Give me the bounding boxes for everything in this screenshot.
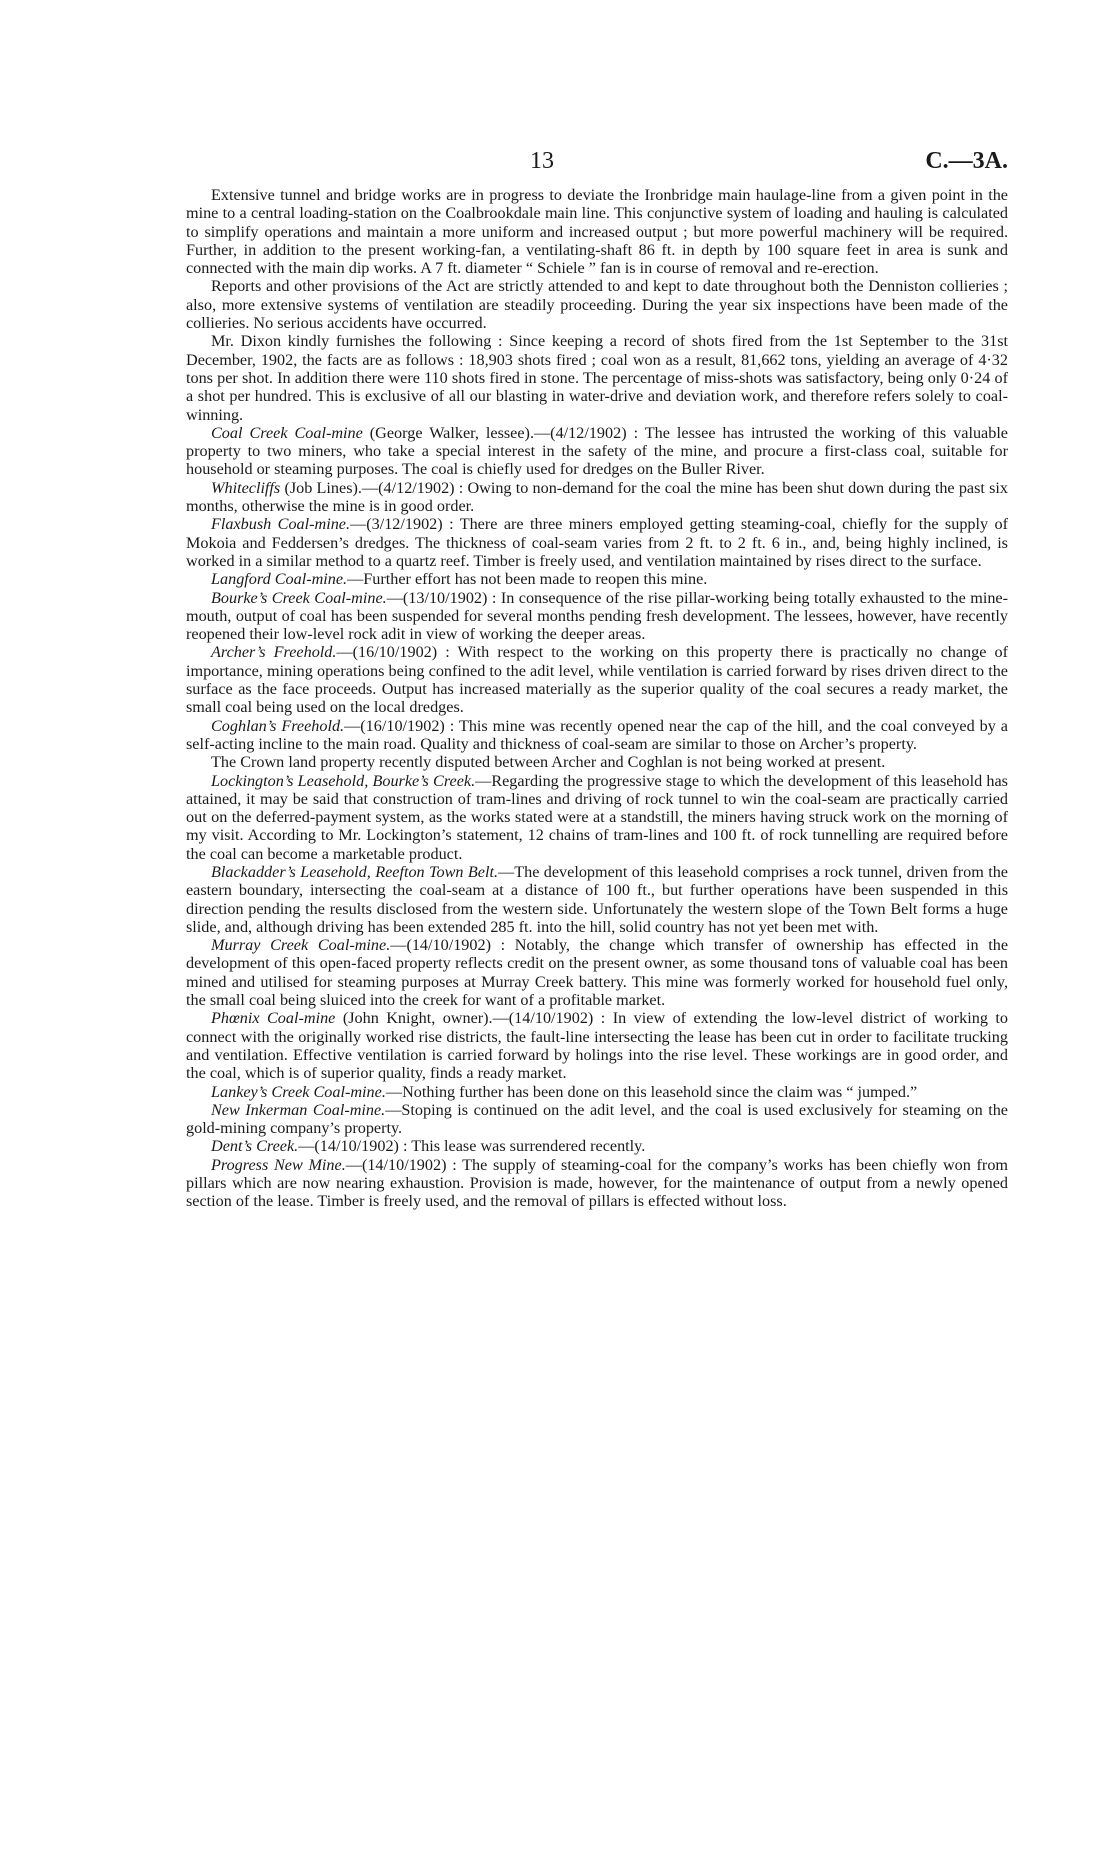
section-lead: Bourke’s Creek Coal-mine. [211, 588, 387, 607]
paragraph-langford: Langford Coal-mine.—Further effort has not been made to reopen this mine. [211, 570, 708, 589]
paragraph: Reports and other provisions of the Act are strictly attended to and kept to date throughout both the Denniston collieries ; also, more extensive systems of ventilation are steadily proceeding. During the year six inspections have been made of the collieries. No serious accidents have occurred. [186, 277, 1008, 333]
section-lead: Murray Creek Coal-mine. [211, 936, 391, 955]
section-lead: Flaxbush Coal-mine. [211, 515, 351, 534]
paragraph-flaxbush: Flaxbush Coal-mine.—(3/12/1902) : There are three miners employed getting steaming-coal, chiefly for the supply of Mokoia and Feddersen’s dredges. The thickness of coal-seam varies from 2 ft. to 2 ft. 6 in., and, being highly inclined, is worked in a similar method to a quartz reef. Timber is freely used, and ventilation maintained by rises direct to the surface. [186, 515, 1008, 570]
document-reference: C.—3A. [925, 148, 1008, 174]
page-number: 13 [530, 148, 554, 174]
section-lead: Lockington’s Leasehold, Bourke’s Creek. [211, 771, 476, 790]
paragraph-bourkes-creek: Bourke’s Creek Coal-mine.—(13/10/1902) : In consequence of the rise pillar-working being totally exhausted to the mine-mouth, output of coal has been suspended for several months pending fresh development. The lessees, however, have recently reopened their low-level rock adit in view of working the deeper areas. [186, 588, 1008, 644]
paragraph-archers-freehold: Archer’s Freehold.—(16/10/1902) : With respect to the working on this property there is practically no change of importance, mining operations being confined to the adit level, while ventilation is carried forward by rises driven direct to the surface as the face proceeds. Output has increased materially as the superior quality of the coal secures a ready market, the small coal being used on the local dredges. [186, 643, 1008, 717]
paragraph: The Crown land property recently disputed between Archer and Coghlan is not being worked at present. [211, 753, 886, 772]
section-lead: Progress New Mine. [211, 1155, 346, 1174]
section-lead: Whitecliffs [211, 478, 281, 497]
section-lead: Blackadder’s Leasehold, Reefton Town Belt. [211, 862, 499, 881]
paragraph-murray-creek: Murray Creek Coal-mine.—(14/10/1902) : Notably, the change which transfer of ownership has effected in the development of this open-faced property reflects credit on the present owner, as some thousand tons of valuable coal has been mined and utilised for steaming purposes at Murray Creek battery. This mine was formerly worked for household fuel only, the small coal being sluiced into the creek for want of a profitable market. [186, 936, 1008, 1010]
section-lead: Coal Creek Coal-mine [211, 423, 363, 442]
section-lead: Archer’s Freehold. [211, 643, 337, 662]
paragraph-coghlans-freehold: Coghlan’s Freehold.—(16/10/1902) : This mine was recently opened near the cap of the hill, and the coal conveyed by a self-acting incline to the main road. Quality and thickness of coal-seam are similar to those on Archer’s property. [186, 716, 1008, 753]
paragraph-dents-creek: Dent’s Creek.—(14/10/1902) : This lease was surrendered recently. [211, 1137, 646, 1156]
paragraph-whitecliffs: Whitecliffs (Job Lines).—(4/12/1902) : Owing to non-demand for the coal the mine has been shut down during the past six months, otherwise the mine is in good order. [186, 478, 1008, 516]
body-text [186, 186, 1008, 1211]
paragraph-lankeys-creek: Lankey’s Creek Coal-mine.—Nothing further has been done on this leasehold since the claim was “ jumped.” [211, 1082, 918, 1101]
section-lead: Phœnix Coal-mine [211, 1009, 336, 1028]
section-lead: Lankey’s Creek Coal-mine. [211, 1082, 386, 1101]
section-lead: New Inkerman Coal-mine. [211, 1100, 386, 1119]
paragraph: Extensive tunnel and bridge works are in progress to deviate the Ironbridge main haulage-line from a given point in the mine to a central loading-station on the Coalbrookdale main line. This conjunctive system of loading and hauling is calculated to simplify operations and maintain a more uniform and increased output ; but more powerful machinery will be required. Further, in addition to the present working-fan, a ventilating-shaft 86 ft. in depth by 100 square feet in area is sunk and connected with the main dip works. A 7 ft. diameter “ Schiele ” fan is in course of removal and re-erection. [186, 186, 1008, 278]
page-header [0, 148, 1114, 178]
paragraph-coal-creek: Coal Creek Coal-mine (George Walker, lessee).—(4/12/1902) : The lessee has intrusted the working of this valuable property to two miners, who take a special interest in the safety of the mine, and procure a first-class coal, suitable for household or steaming purposes. The coal is chiefly used for dredges on the Buller River. [186, 423, 1008, 479]
paragraph-new-inkerman: New Inkerman Coal-mine.—Stoping is continued on the adit level, and the coal is used exclusively for steaming on the gold-mining company’s property. [186, 1100, 1008, 1138]
section-lead: Coghlan’s Freehold. [211, 716, 345, 735]
paragraph-phoenix: Phœnix Coal-mine (John Knight, owner).—(14/10/1902) : In view of extending the low-level district of working to connect with the originally worked rise districts, the fault-line intersecting the lease has been cut in order to facilitate trucking and ventilation. Effective ventilation is carried forward by holings into the rise level. These workings are in good order, and the coal, which is of superior quality, finds a ready market. [186, 1009, 1008, 1083]
section-lead: Dent’s Creek. [211, 1137, 299, 1156]
paragraph-lockingtons-leasehold: Lockington’s Leasehold, Bourke’s Creek.—Regarding the progressive stage to which the development of this leasehold has attained, it may be said that construction of tram-lines and driving of rock tunnel to win the coal-seam are practically carried out on the deferred-payment system, as the works stated were at a standstill, the miners having struck work on the morning of my visit. According to Mr. Lockington’s statement, 12 chains of tram-lines and 100 ft. of rock tunnelling are required before the coal can become a marketable product. [186, 771, 1008, 863]
paragraph-progress-new-mine: Progress New Mine.—(14/10/1902) : The supply of steaming-coal for the company’s works has been chiefly won from pillars which are now nearing exhaustion. Provision is made, however, for the maintenance of output from a newly opened section of the lease. Timber is freely used, and the removal of pillars is effected without loss. [186, 1155, 1008, 1211]
paragraph: Mr. Dixon kindly furnishes the following : Since keeping a record of shots fired from the 1st September to the 31st December, 1902, the facts are as follows : 18,903 shots fired ; coal won as a result, 81,662 tons, yielding an average of 4·32 tons per shot. In addition there were 110 shots fired in stone. The percentage of miss-shots was satisfactory, being only 0·24 of a shot per hundred. This is exclusive of all our blasting in water-drive and deviation work, and therefore refers solely to coal-winning. [186, 332, 1008, 424]
paragraph-blackadders-leasehold: Blackadder’s Leasehold, Reefton Town Belt.—The development of this leasehold comprises a rock tunnel, driven from the eastern boundary, intersecting the coal-seam at a distance of 100 ft., but further operations have been suspended in this direction pending the results disclosed from the western side. Unfortunately the western slope of the Town Belt forms a huge slide, and, although driving has been extended 285 ft. into the hill, solid country has not yet been met with. [186, 862, 1008, 936]
section-lead: Langford Coal-mine. [211, 570, 348, 589]
